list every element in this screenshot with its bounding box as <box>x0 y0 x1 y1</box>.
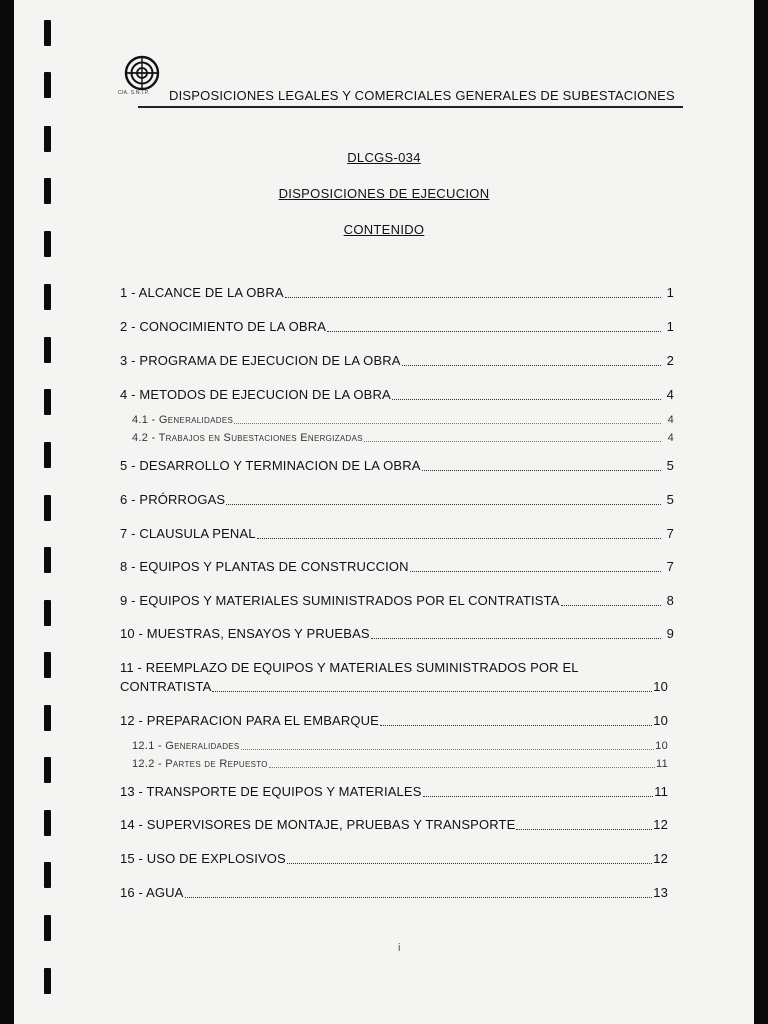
leader-dots <box>269 766 655 768</box>
toc-entry[interactable] <box>120 679 668 694</box>
toc-entry-label: 9 - EQUIPOS Y MATERIALES SUMINISTRADOS POR EL CONTRATISTA <box>120 593 560 608</box>
leader-dots <box>364 440 661 442</box>
toc-entry[interactable] <box>120 851 668 866</box>
leader-dots <box>371 637 661 639</box>
logo-caption: CIA. S.N.I.P. <box>118 90 150 96</box>
toc-entry[interactable] <box>120 285 674 300</box>
toc-entry-label: CONTRATISTA <box>120 679 212 694</box>
toc-entry-page: 4 <box>667 432 674 444</box>
toc-entry[interactable] <box>120 885 668 900</box>
toc-entry-label: 13 - TRANSPORTE DE EQUIPOS Y MATERIALES <box>120 784 422 799</box>
leader-dots <box>285 296 661 298</box>
toc-entry-label: 3 - PROGRAMA DE EJECUCION DE LA OBRA <box>120 353 401 368</box>
toc-entry-page: 12 <box>653 851 668 866</box>
header-title: DISPOSICIONES LEGALES Y COMERCIALES GENERALES DE SUBESTACIONES <box>169 88 675 103</box>
table-of-contents <box>14 0 754 1024</box>
toc-subentry[interactable] <box>132 758 668 770</box>
toc-entry-label: 6 - PRÓRROGAS <box>120 492 226 507</box>
toc-entry-page: 4 <box>666 387 674 402</box>
toc-entry-label: 14 - SUPERVISORES DE MONTAJE, PRUEBAS Y TRANSPORTE <box>120 817 516 832</box>
toc-entry-label: 4 - METODOS DE EJECUCION DE LA OBRA <box>120 387 391 402</box>
leader-dots <box>257 537 661 539</box>
contents-heading: CONTENIDO <box>343 222 425 237</box>
toc-subentry[interactable] <box>132 414 674 426</box>
leader-dots <box>226 503 661 505</box>
toc-entry-label: 1 - ALCANCE DE LA OBRA <box>120 285 284 300</box>
toc-entry-label: 4.2 - Trabajos en Subestaciones Energizadas <box>132 432 363 444</box>
toc-entry-page: 5 <box>666 492 674 507</box>
toc-entry-page: 9 <box>666 626 674 641</box>
toc-entry-page: 13 <box>653 885 668 900</box>
leader-dots <box>234 422 661 424</box>
toc-entry[interactable] <box>120 458 674 473</box>
leader-dots <box>241 748 655 750</box>
toc-entry-label: 15 - USO DE EXPLOSIVOS <box>120 851 286 866</box>
toc-entry-page: 4 <box>667 414 674 426</box>
toc-entry-page: 10 <box>655 740 668 752</box>
toc-entry[interactable] <box>120 492 674 507</box>
toc-entry-page: 10 <box>653 679 668 694</box>
leader-dots <box>185 896 653 898</box>
toc-entry-page: 7 <box>666 559 674 574</box>
toc-entry[interactable] <box>120 784 668 799</box>
toc-entry-label-line1[interactable]: 11 - REEMPLAZO DE EQUIPOS Y MATERIALES SUMINISTRADOS POR EL <box>120 660 579 675</box>
toc-entry-label: 5 - DESARROLLO Y TERMINACION DE LA OBRA <box>120 458 421 473</box>
document-subtitle: DISPOSICIONES DE EJECUCION <box>278 186 490 201</box>
toc-entry[interactable] <box>120 387 674 402</box>
toc-entry-page: 2 <box>666 353 674 368</box>
page-number: i <box>398 942 401 954</box>
toc-entry-page: 1 <box>666 319 674 334</box>
leader-dots <box>392 398 661 400</box>
toc-entry-label: 12 - PREPARACION PARA EL EMBARQUE <box>120 713 380 728</box>
toc-entry-page: 5 <box>666 458 674 473</box>
leader-dots <box>422 469 661 471</box>
toc-entry-label: 7 - CLAUSULA PENAL <box>120 526 256 541</box>
toc-entry[interactable] <box>120 593 674 608</box>
toc-entry[interactable] <box>120 353 674 368</box>
toc-entry-page: 10 <box>653 713 668 728</box>
toc-subentry[interactable] <box>132 432 674 444</box>
toc-entry-page: 8 <box>666 593 674 608</box>
toc-entry[interactable] <box>120 626 674 641</box>
toc-entry[interactable] <box>120 319 674 334</box>
leader-dots <box>516 828 652 830</box>
toc-entry-label: 16 - AGUA <box>120 885 184 900</box>
toc-entry-page: 7 <box>666 526 674 541</box>
toc-subentry[interactable] <box>132 740 668 752</box>
toc-entry-label: 4.1 - Generalidades <box>132 414 234 426</box>
toc-entry-page: 1 <box>666 285 674 300</box>
document-page <box>14 0 754 1024</box>
toc-entry-label: 12.1 - Generalidades <box>132 740 240 752</box>
leader-dots <box>380 724 652 726</box>
toc-entry[interactable] <box>120 713 668 728</box>
leader-dots <box>423 795 654 797</box>
leader-dots <box>410 570 661 572</box>
leader-dots <box>327 330 661 332</box>
leader-dots <box>561 604 661 606</box>
toc-entry-label: 2 - CONOCIMIENTO DE LA OBRA <box>120 319 327 334</box>
toc-entry-page: 11 <box>654 784 668 799</box>
toc-entry-label: 12.2 - Partes de Repuesto <box>132 758 268 770</box>
leader-dots <box>402 364 661 366</box>
leader-dots <box>212 690 652 692</box>
toc-entry-page: 11 <box>655 758 668 770</box>
toc-entry-label: 10 - MUESTRAS, ENSAYOS Y PRUEBAS <box>120 626 370 641</box>
toc-entry[interactable] <box>120 559 674 574</box>
toc-entry-page: 12 <box>653 817 668 832</box>
toc-entry[interactable] <box>120 526 674 541</box>
toc-entry-label: 8 - EQUIPOS Y PLANTAS DE CONSTRUCCION <box>120 559 409 574</box>
leader-dots <box>287 862 652 864</box>
document-code: DLCGS-034 <box>347 150 421 165</box>
toc-entry[interactable] <box>120 817 668 832</box>
